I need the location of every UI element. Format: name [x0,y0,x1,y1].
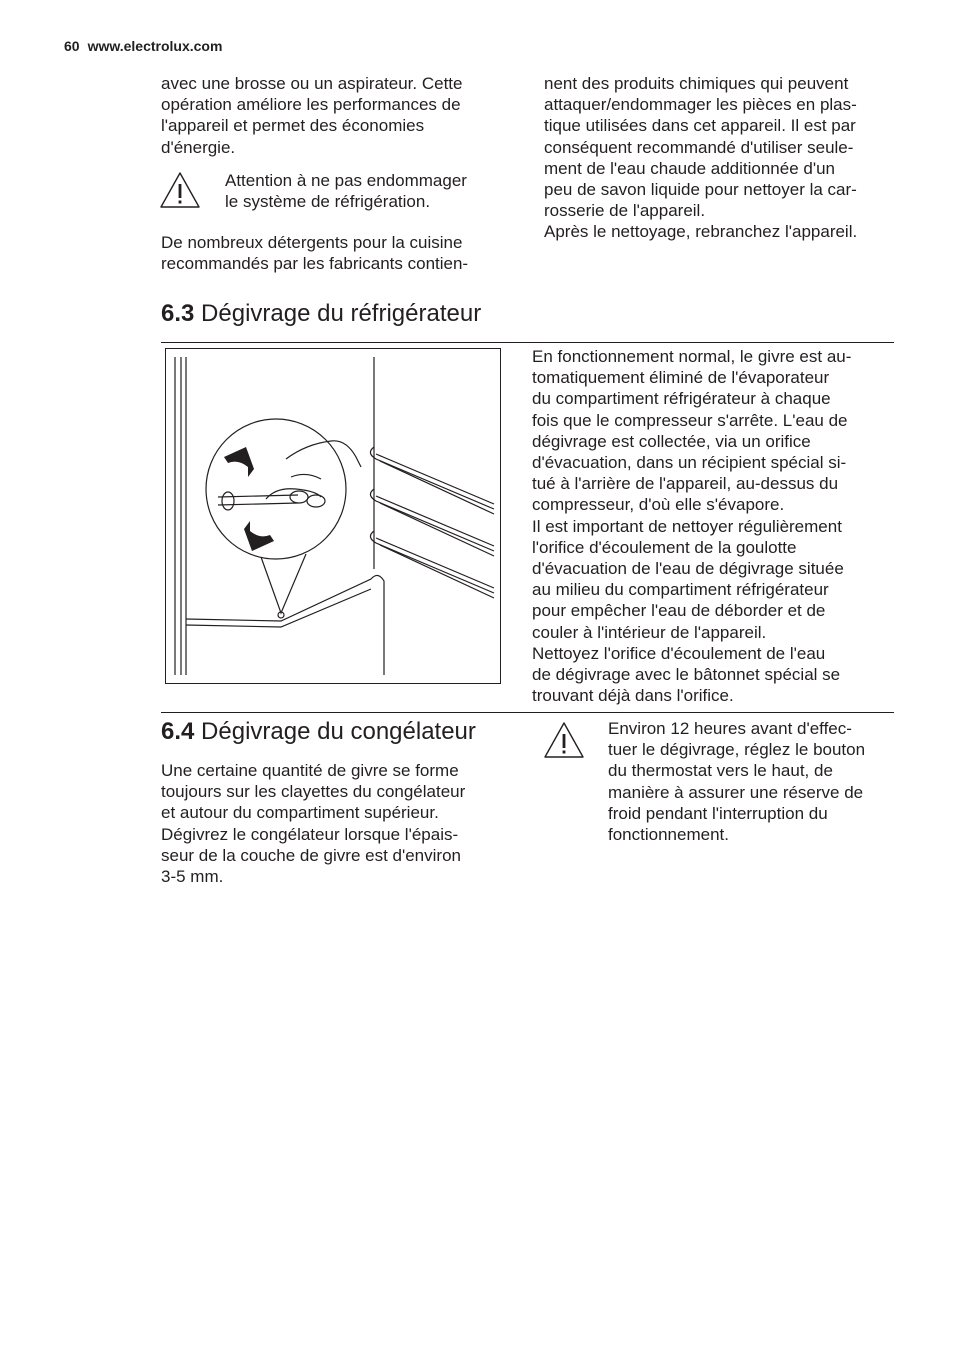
warning-icon [158,170,202,210]
warning-refrigeration-text: Attention à ne pas endommager le système de réfrigération. [225,171,467,212]
section-6-3-heading [161,300,481,328]
header-url: www.electrolux.com [87,38,223,54]
section-title: Dégivrage du congélateur [194,718,476,745]
page-header [64,38,222,54]
cleaning-paragraph: avec une brosse ou un aspirateur. Cette opération améliore les performances de l'appareil et permet des économies d'énergie. [161,74,463,157]
defrost-drain-illustration [165,348,501,684]
fridge-interior-drawing [166,349,500,683]
section-title: Dégivrage du réfrigérateur [194,300,482,327]
section-divider [161,712,894,713]
section-6-4-body: Une certaine quantité de givre se forme toujours sur les clayettes du congélateur et autour du compartiment supérieur. Dégivrez le congélateur lorsque l'épais- seur de la couche de givre est d'environ 3-5 mm. [161,761,466,887]
detergents-paragraph: De nombreux détergents pour la cuisine recommandés par les fabricants contien- [161,233,469,274]
section-number: 6.3 [161,300,195,327]
section-number: 6.4 [161,718,195,745]
detergents-paragraph-continued: nent des produits chimiques qui peuvent attaquer/endommager les pièces en plas- tique utilisées dans cet appareil. Il est par conséquent recommandé d'utiliser seule- ment de l'eau chaude additionnée d'un peu de savon liquide pour nettoyer la car- rosserie de l'appareil. Après le nettoyage, rebranchez l'appareil. [544,74,858,242]
section-6-4-heading [161,718,476,746]
warning-thermostat-text: Environ 12 heures avant d'effec- tuer le dégivrage, réglez le bouton du thermostat vers le haut, de manière à assurer une réserve de froid pendant l'interruption du fonctionnement. [608,719,866,845]
page-number: 60 [64,38,80,54]
section-divider [161,342,894,343]
section-6-3-body: En fonctionnement normal, le givre est au- tomatiquement éliminé de l'évaporateur du compartiment réfrigérateur à chaque fois que le compresseur s'arrête. L'eau de dégivrage est collectée, via un orifice d'évacuation, dans un récipient spécial si- tué à l'arrière de l'appareil, au-dessus du compresseur, d'où elle s'évapore. Il est important de nettoyer régulièrement l'orifice d'écoulement de la goulotte d'évacuation de l'eau de dégivrage située au milieu du compartiment réfrigérateur pour empêcher l'eau de déborder et de couler à l'intérieur de l'appareil. Nettoyez l'orifice d'écoulement de l'eau de dégivrage avec le bâtonnet spécial se trouvant déjà dans l'orifice. [532,347,852,706]
warning-icon [542,720,586,760]
